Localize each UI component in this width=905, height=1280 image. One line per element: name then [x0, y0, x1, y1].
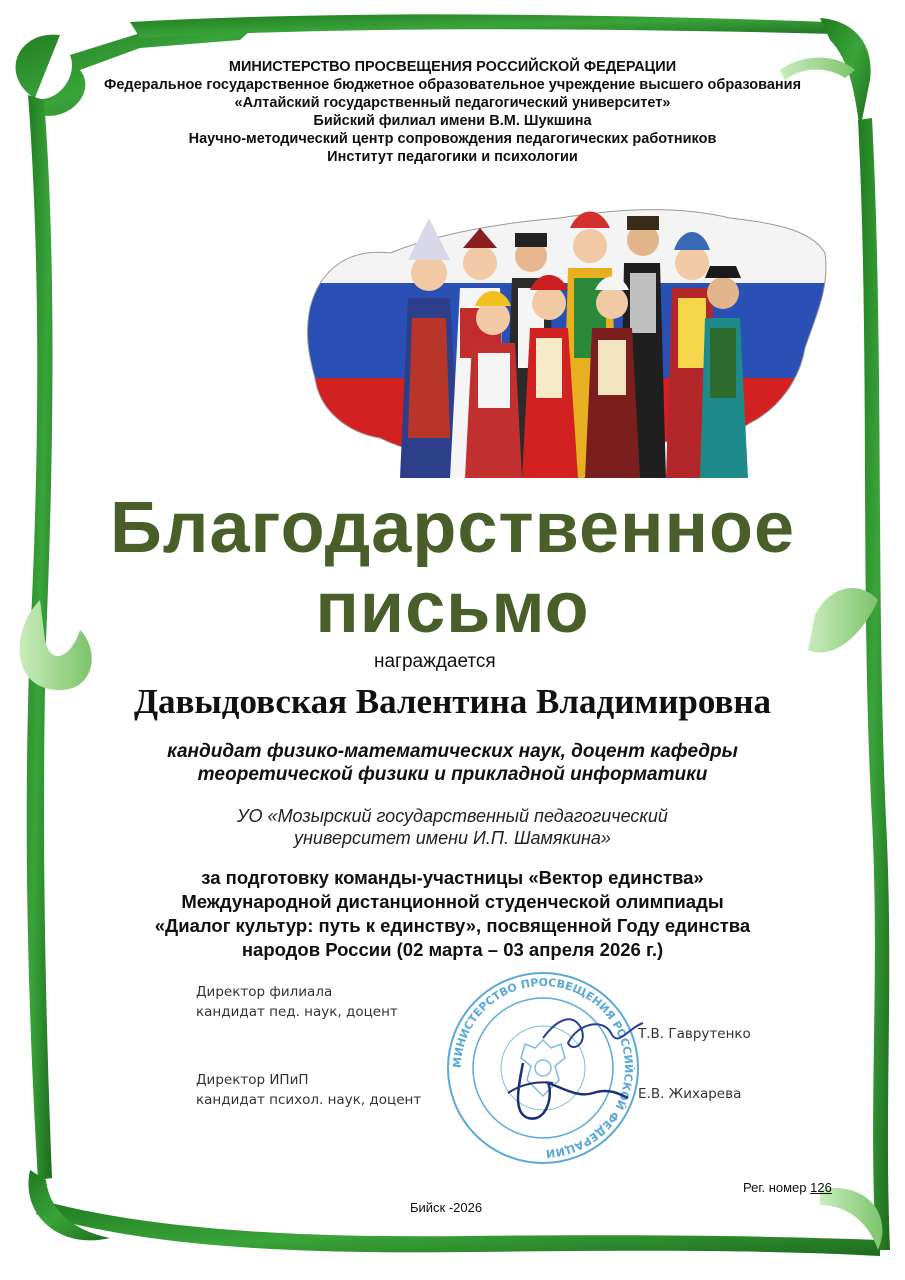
recipient-organization: [0, 805, 905, 849]
header-branch: Бийский филиал имени В.М. Шукшина: [313, 113, 592, 129]
reason-line-3: «Диалог культур: путь к единству», посвященной Году единства: [154, 915, 751, 936]
director2-name: Е.В. Жихарева: [638, 1086, 742, 1102]
seal-text: МИНИСТЕРСТВО ПРОСВЕЩЕНИЯ РОССИЙСКОЙ ФЕДЕРАЦИИ: [450, 975, 636, 1161]
director1-title: Директор филиала: [196, 984, 333, 1000]
registration-number: [743, 1180, 832, 1195]
hero-illustration: [300, 178, 835, 478]
header-university: «Алтайский государственный педагогический университет»: [234, 95, 671, 111]
header-ministry: МИНИСТЕРСТВО ПРОСВЕЩЕНИЯ РОССИЙСКОЙ ФЕДЕРАЦИИ: [228, 59, 677, 75]
recipient-name: Давыдовская Валентина Владимировна: [133, 682, 772, 721]
director2-title: Директор ИПиП: [196, 1072, 309, 1088]
signatures-block: [188, 968, 758, 1173]
director2-credentials: [196, 1070, 421, 1110]
document-title: [0, 488, 905, 648]
director2-degree: кандидат психол. наук, доцент: [196, 1092, 422, 1108]
header-institute: Институт педагогики и психологии: [327, 149, 578, 165]
header: [0, 58, 905, 166]
title-line-2: письмо: [315, 568, 590, 648]
registration-label: Рег. номер: [743, 1180, 807, 1195]
director1-credentials: [196, 982, 398, 1022]
reason-line-1: за подготовку команды-участницы «Вектор единства»: [201, 867, 704, 888]
registration-value: 126: [810, 1180, 832, 1195]
recipient-position: [0, 740, 905, 786]
city-year: Бийск -2026: [410, 1200, 483, 1215]
position-line-2: теоретической физики и прикладной информатики: [197, 764, 708, 785]
director1-degree: кандидат пед. наук, доцент: [196, 1004, 398, 1020]
org-line-1: УО «Мозырский государственный педагогический: [237, 806, 668, 826]
reason-line-4: народов России (02 марта – 03 апреля 2026 г.): [241, 939, 664, 960]
org-line-2: университет имени И.П. Шамякина»: [294, 828, 611, 848]
award-reason: [0, 866, 905, 962]
director1-name: Т.В. Гаврутенко: [638, 1026, 751, 1042]
signature-director2: [493, 1053, 633, 1133]
title-line-1: Благодарственное: [110, 488, 795, 568]
reason-line-2: Международной дистанционной студенческой олимпиады: [181, 891, 724, 912]
header-institution-type: Федеральное государственное бюджетное образовательное учреждение высшего образования: [103, 77, 802, 93]
position-line-1: кандидат физико-математических наук, доцент кафедры: [167, 741, 738, 762]
header-center: Научно-методический центр сопровождения педагогических работников: [188, 131, 717, 147]
awarded-label: награждается: [374, 651, 496, 672]
